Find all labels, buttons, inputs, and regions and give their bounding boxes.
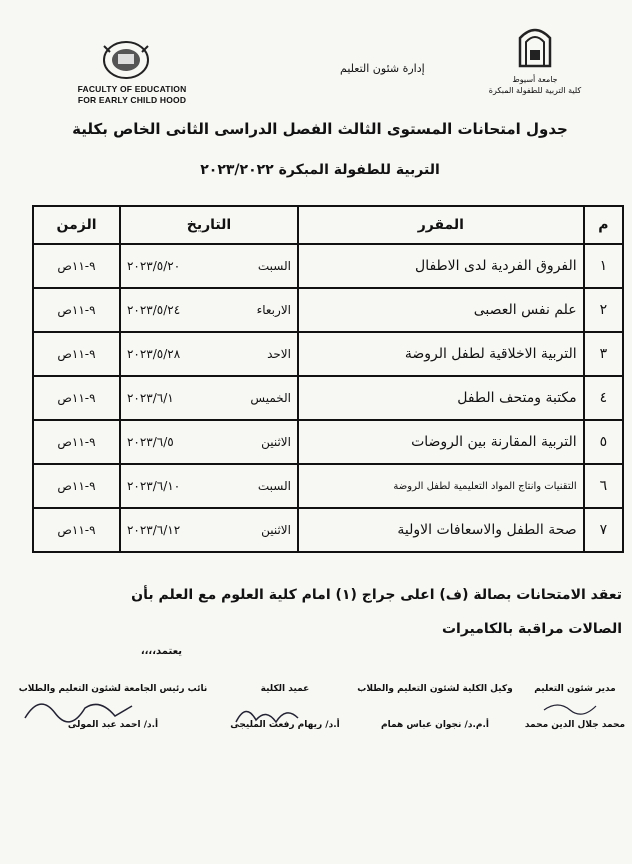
- row-day: الاثنين: [261, 435, 291, 449]
- row-day: السبت: [257, 259, 291, 273]
- row-course: علم نفس العصبى: [298, 288, 584, 332]
- university-line2: كلية التربية للطفولة المبكرة: [488, 86, 582, 95]
- row-day: الاحد: [267, 347, 291, 361]
- row-time: ٩-١١ص: [33, 288, 120, 332]
- row-time: ٩-١١ص: [33, 244, 120, 288]
- row-time: ٩-١١ص: [33, 508, 120, 552]
- table-row: [33, 332, 623, 376]
- row-date: ٢٠٢٣/٥/٢٠: [126, 259, 181, 273]
- table-row: [33, 244, 623, 288]
- approval-label: يعتمد،،،،: [140, 646, 182, 657]
- row-date-cell: [120, 376, 298, 420]
- row-course: الفروق الفردية لدى الاطفال: [298, 244, 584, 288]
- row-date: ٢٠٢٣/٦/١٢: [126, 523, 181, 537]
- row-time: ٩-١١ص: [33, 420, 120, 464]
- signature-title: وكيل الكلية لشئون التعليم والطلاب: [357, 684, 513, 694]
- header-course: المقرر: [298, 206, 584, 244]
- faculty-name-en-line1: FACULTY OF EDUCATION: [77, 84, 187, 94]
- row-course: مكتبة ومتحف الطفل: [298, 376, 584, 420]
- document-title-line2: التربية للطفولة المبكرة ٢٠٢٣/٢٠٢٢: [200, 162, 440, 178]
- university-line1: جامعة أسيوط: [512, 75, 558, 84]
- table-row: [33, 420, 623, 464]
- row-num: ٣: [584, 332, 623, 376]
- row-date-cell: [120, 464, 298, 508]
- row-course: التقنيات وانتاج المواد التعليمية لطفل الروضة: [298, 464, 584, 508]
- row-day: الاربعاء: [256, 303, 291, 317]
- row-course: التربية المقارنة بين الروضات: [298, 420, 584, 464]
- signature-title: مدير شئون التعليم: [534, 684, 616, 694]
- document-title-line1: جدول امتحانات المستوى الثالث الفصل الدراسى الثانى الخاص بكلية: [72, 120, 568, 138]
- signature-name: أ.م.د/ نجوان عباس همام: [381, 720, 489, 730]
- table-header-row: [33, 206, 623, 244]
- row-num: ٢: [584, 288, 623, 332]
- row-date-cell: [120, 420, 298, 464]
- row-time: ٩-١١ص: [33, 376, 120, 420]
- row-date: ٢٠٢٣/٦/١٠: [126, 479, 181, 493]
- row-course: التربية الاخلاقية لطفل الروضة: [298, 332, 584, 376]
- row-date: ٢٠٢٣/٦/٥: [126, 435, 174, 449]
- signature-block: [350, 684, 520, 730]
- signature-title: عميد الكلية: [260, 684, 310, 694]
- university-logo: [508, 22, 562, 70]
- table-row: [33, 508, 623, 552]
- row-date: ٢٠٢٣/٥/٢٨: [126, 347, 181, 361]
- row-day: السبت: [257, 479, 291, 493]
- header-date: التاريخ: [120, 206, 298, 244]
- row-date-cell: [120, 288, 298, 332]
- handwritten-signature: [20, 688, 140, 728]
- signature-name: محمد جلال الدين محمد: [524, 720, 626, 730]
- row-date-cell: [120, 244, 298, 288]
- faculty-name-en-line2: FOR EARLY CHILD HOOD: [77, 95, 187, 105]
- header-time: الزمن: [33, 206, 120, 244]
- signature-name: أ.د/ احمد عبد المولى: [67, 720, 159, 730]
- row-date-cell: [120, 508, 298, 552]
- row-num: ١: [584, 244, 623, 288]
- row-time: ٩-١١ص: [33, 464, 120, 508]
- signature-name: أ.د/ ريهام رفعت المليجى: [230, 720, 340, 730]
- row-date-cell: [120, 332, 298, 376]
- header-num: م: [584, 206, 623, 244]
- row-num: ٦: [584, 464, 623, 508]
- row-time: ٩-١١ص: [33, 332, 120, 376]
- note-line1: تعقد الامتحانات بصالة (ف) اعلى جراج (١) امام كلية العلوم مع العلم بأن: [131, 587, 622, 603]
- university-name: [470, 74, 600, 96]
- note-line2: الصالات مراقبة بالكاميرات: [441, 621, 622, 637]
- faculty-logo: [96, 34, 156, 86]
- table-row: [33, 376, 623, 420]
- handwritten-signature: [540, 698, 600, 716]
- row-num: ٤: [584, 376, 623, 420]
- exam-schedule-table: [32, 205, 624, 553]
- row-course: صحة الطفل والاسعافات الاولية: [298, 508, 584, 552]
- table-row: [33, 288, 623, 332]
- row-date: ٢٠٢٣/٥/٢٤: [126, 303, 181, 317]
- row-date: ٢٠٢٣/٦/١: [126, 391, 174, 405]
- faculty-name-en: [62, 84, 202, 106]
- row-num: ٧: [584, 508, 623, 552]
- handwritten-signature: [232, 700, 302, 730]
- table-row: [33, 464, 623, 508]
- department-name: إدارة شئون التعليم: [340, 62, 425, 75]
- signature-title: نائب رئيس الجامعة لشئون التعليم والطلاب: [18, 684, 208, 694]
- row-day: الخميس: [250, 391, 291, 405]
- row-num: ٥: [584, 420, 623, 464]
- exam-location-note: [28, 578, 622, 646]
- row-day: الاثنين: [261, 523, 291, 537]
